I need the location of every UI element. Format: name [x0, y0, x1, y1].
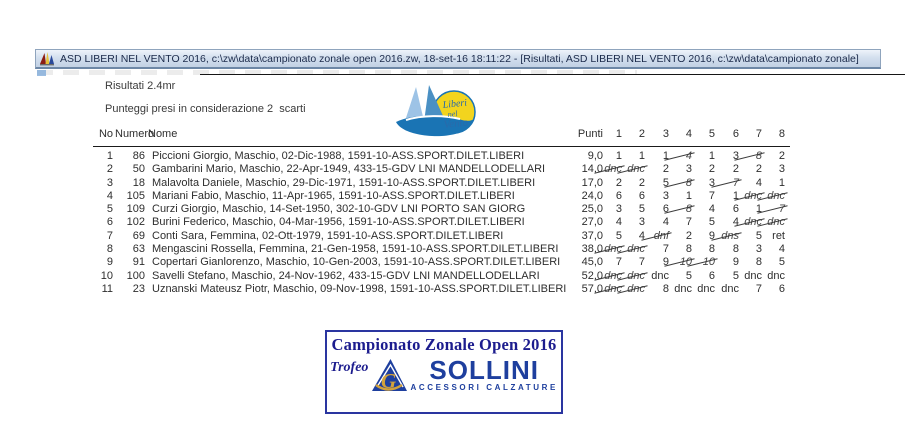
- points-cell: 38,0: [581, 243, 603, 256]
- report-class-title: Risultati 2.4mr: [105, 80, 176, 92]
- competitor-cell: Conti Sara, Femmina, 02-Ott-1979, 1591-10-ASS.SPORT.DILET.LIBERI: [152, 229, 504, 242]
- race-score-cell: 5: [615, 229, 622, 242]
- competitor-cell: Burini Federico, Maschio, 04-Mar-1956, 1591-10-ASS.SPORT.DILET.LIBERI: [152, 216, 525, 229]
- sail-number-cell: 91: [132, 256, 145, 269]
- table-row: [95, 190, 809, 203]
- race-score-cell: 4: [755, 176, 762, 189]
- race-score-cell: 4: [638, 229, 645, 242]
- competitor-cell: Malavolta Daniele, Maschio, 29-Dic-1971, 1591-10-ASS.SPORT.DILET.LIBERI: [152, 176, 536, 189]
- table-row: [95, 283, 809, 296]
- results-header-row: [95, 128, 809, 142]
- race-score-cell: dnc: [697, 282, 715, 295]
- race-score-cell: dnc: [736, 190, 762, 203]
- results-rows: [95, 150, 809, 296]
- race-score-cell: 2: [685, 229, 692, 242]
- competitor-cell: Savelli Stefano, Maschio, 24-Nov-1962, 433-15-GDV LNI MANDELLODELLARI: [152, 269, 540, 282]
- race-score-cell: dnc: [619, 283, 645, 296]
- race-score-cell: 4: [615, 216, 622, 229]
- points-cell: 45,0: [581, 256, 603, 269]
- race-score-cell: 8: [662, 282, 669, 295]
- sollini-triangle-logo: [371, 358, 408, 392]
- competitor-cell: Mariani Fabio, Maschio, 11-Apr-1965, 1591-10-ASS.SPORT.DILET.LIBERI: [152, 189, 515, 202]
- rank-cell: 11: [101, 282, 113, 295]
- race-score-cell: 5: [732, 269, 739, 282]
- rank-cell: 9: [106, 256, 113, 269]
- sail-number-cell: 105: [126, 189, 145, 202]
- sail-number-cell: 109: [126, 203, 145, 216]
- rank-cell: 10: [100, 269, 113, 282]
- header-punti: Punti: [577, 128, 603, 140]
- race-score-cell: 7: [713, 177, 739, 190]
- competitor-cell: Piccioni Giorgio, Maschio, 02-Dic-1988, 1591-10-ASS.SPORT.DILET.LIBERI: [152, 150, 525, 162]
- race-score-cell: 1: [708, 150, 715, 162]
- rank-cell: 5: [106, 203, 113, 216]
- report-top-rule: [200, 74, 905, 75]
- race-score-cell: 4: [662, 216, 669, 229]
- race-score-cell: 8: [666, 177, 692, 190]
- sollini-tagline: ACCESSORI CALZATURE: [410, 383, 558, 392]
- header-race-7: 7: [755, 128, 762, 140]
- rank-cell: 1: [106, 150, 113, 162]
- sollini-wordmark: SOLLINI: [429, 355, 539, 385]
- race-score-cell: dnc: [759, 216, 785, 229]
- sail-number-cell: 69: [132, 229, 145, 242]
- sail-number-cell: 18: [132, 176, 145, 189]
- points-cell: 24,0: [581, 189, 603, 202]
- race-score-cell: 5: [708, 216, 715, 229]
- table-row: [95, 256, 809, 269]
- race-score-cell: 3: [662, 189, 669, 202]
- sail-number-cell: 86: [132, 150, 145, 162]
- race-score-cell: dnc: [596, 163, 622, 176]
- race-score-cell: 10: [689, 256, 715, 269]
- race-score-cell: 4: [778, 243, 785, 256]
- rank-cell: 4: [106, 189, 113, 202]
- rank-cell: 6: [106, 216, 113, 229]
- race-score-cell: dnc: [767, 269, 785, 282]
- header-no: No: [98, 128, 113, 140]
- race-score-cell: 3: [685, 163, 692, 176]
- race-score-cell: 7: [685, 216, 692, 229]
- competitor-cell: Uznanski Mateusz Piotr, Maschio, 09-Nov-1998, 1591-10-ASS.SPORT.DILET.LIBERI: [152, 282, 567, 295]
- race-score-cell: 1: [778, 176, 785, 189]
- results-table: [95, 128, 809, 296]
- race-score-cell: 3: [708, 176, 715, 189]
- sponsor-box: [325, 330, 563, 414]
- race-score-cell: 6: [615, 189, 622, 202]
- race-score-cell: 2: [638, 176, 645, 189]
- race-score-cell: dnc: [596, 270, 622, 283]
- points-cell: 9,0: [587, 150, 603, 162]
- header-numero: Numero: [115, 128, 155, 140]
- race-score-cell: 9: [708, 229, 715, 242]
- race-score-cell: 6: [778, 282, 785, 295]
- race-score-cell: dnc: [596, 283, 622, 296]
- zw-app-icon: [40, 52, 55, 66]
- race-score-cell: 1: [615, 150, 622, 162]
- race-score-cell: 7: [615, 256, 622, 269]
- race-score-cell: dnc: [759, 190, 785, 203]
- trofeo-label: Trofeo: [330, 360, 369, 375]
- championship-title: Campionato Zonale Open 2016: [331, 335, 557, 354]
- race-score-cell: dnc: [651, 269, 669, 282]
- race-score-cell: 10: [666, 256, 692, 269]
- race-score-cell: 3: [638, 216, 645, 229]
- race-score-cell: 7: [638, 256, 645, 269]
- table-row: [95, 163, 809, 176]
- race-score-cell: dnc: [619, 163, 645, 176]
- rank-cell: 7: [106, 229, 113, 242]
- rank-cell: 2: [106, 163, 113, 176]
- race-score-cell: dnc: [744, 269, 762, 282]
- race-score-cell: 2: [732, 163, 739, 176]
- race-score-cell: 8: [732, 243, 739, 256]
- header-race-4: 4: [685, 128, 692, 140]
- race-score-cell: 1: [755, 203, 762, 216]
- race-score-cell: 5: [778, 256, 785, 269]
- race-score-cell: 1: [662, 150, 669, 162]
- table-row: [95, 270, 809, 283]
- svg-text:Liberi: Liberi: [442, 97, 468, 111]
- table-row: [95, 216, 809, 229]
- race-score-cell: dnc: [721, 282, 739, 295]
- race-score-cell: 1: [732, 189, 739, 202]
- race-score-cell: 2: [615, 176, 622, 189]
- race-score-cell: 8: [736, 150, 762, 163]
- rank-cell: 3: [106, 176, 113, 189]
- points-cell: 14,0: [581, 163, 603, 176]
- header-race-3: 3: [662, 128, 669, 140]
- race-score-cell: 6: [708, 269, 715, 282]
- header-nome: Nome: [148, 128, 178, 140]
- race-score-cell: 2: [708, 163, 715, 176]
- race-score-cell: 6: [732, 203, 739, 216]
- svg-text:Vento: Vento: [443, 116, 469, 131]
- race-score-cell: dnc: [736, 216, 762, 229]
- race-score-cell: dnc: [596, 243, 622, 256]
- sail-number-cell: 100: [126, 269, 145, 282]
- race-score-cell: 2: [662, 163, 669, 176]
- race-score-cell: dns: [713, 230, 739, 243]
- header-race-1: 1: [615, 128, 622, 140]
- race-score-cell: 6: [662, 203, 669, 216]
- race-score-cell: 9: [732, 256, 739, 269]
- competitor-cell: Gambarini Mario, Maschio, 22-Apr-1949, 433-15-GDV LNI MANDELLODELLARI: [152, 163, 546, 176]
- race-score-cell: 8: [708, 243, 715, 256]
- discards-note: Punteggi presi in considerazione 2 scarti: [105, 103, 306, 115]
- sail-number-cell: 50: [132, 163, 145, 176]
- faded-toolbar-icon: [37, 70, 46, 76]
- race-score-cell: 5: [755, 229, 762, 242]
- race-score-cell: 8: [755, 256, 762, 269]
- race-score-cell: dnc: [619, 270, 645, 283]
- race-score-cell: 5: [662, 176, 669, 189]
- race-score-cell: 7: [759, 203, 785, 216]
- window-titlebar[interactable]: [35, 49, 881, 69]
- sail-number-cell: 63: [132, 243, 145, 256]
- points-cell: 52,0: [581, 269, 603, 282]
- race-score-cell: ret: [772, 229, 785, 242]
- race-score-cell: 3: [732, 150, 739, 162]
- header-race-5: 5: [708, 128, 715, 140]
- table-row: [95, 243, 809, 256]
- svg-text:nel: nel: [447, 109, 458, 119]
- race-score-cell: 6: [638, 189, 645, 202]
- race-score-cell: 2: [755, 163, 762, 176]
- race-score-cell: 7: [755, 282, 762, 295]
- race-score-cell: dnc: [674, 282, 692, 295]
- race-score-cell: 9: [662, 256, 669, 269]
- race-score-cell: 7: [662, 243, 669, 256]
- points-cell: 37,0: [581, 229, 603, 242]
- race-score-cell: 1: [685, 189, 692, 202]
- race-score-cell: 4: [708, 203, 715, 216]
- points-cell: 27,0: [581, 216, 603, 229]
- competitor-cell: Mengascini Rossella, Femmina, 21-Gen-1958, 1591-10-ASS.SPORT.DILET.LIBERI: [152, 243, 559, 256]
- header-race-6: 6: [732, 128, 739, 140]
- table-row: [95, 177, 809, 190]
- competitor-cell: Curzi Giorgio, Maschio, 14-Set-1950, 302-10-GDV LNI PORTO SAN GIORG: [152, 203, 526, 216]
- points-cell: 57,0: [581, 282, 603, 295]
- svg-text:G: G: [381, 369, 397, 392]
- header-rule: [93, 146, 790, 147]
- rank-cell: 8: [106, 243, 113, 256]
- competitor-cell: Copertari Gianlorenzo, Maschio, 10-Gen-2003, 1591-10-ASS.SPORT.DILET.LIBERI: [152, 256, 561, 269]
- header-race-2: 2: [638, 128, 645, 140]
- header-race-8: 8: [778, 128, 785, 140]
- points-cell: 25,0: [581, 203, 603, 216]
- race-score-cell: 4: [666, 150, 692, 163]
- table-row: [95, 150, 809, 163]
- race-score-cell: 3: [615, 203, 622, 216]
- table-row: [95, 203, 809, 216]
- race-score-cell: 5: [685, 269, 692, 282]
- race-score-cell: dnc: [619, 243, 645, 256]
- points-cell: 17,0: [581, 176, 603, 189]
- race-score-cell: 5: [638, 203, 645, 216]
- race-score-cell: dnf: [643, 230, 669, 243]
- window-title: ASD LIBERI NEL VENTO 2016, c:\zw\data\campionato zonale open 2016.zw, 18-set-16 18:11:22 - [Risultati, ASD LIBERI NEL VENTO 2016, c:\zw\data\campionato zonale]: [60, 52, 859, 65]
- race-score-cell: 4: [732, 216, 739, 229]
- sail-number-cell: 23: [132, 282, 145, 295]
- race-score-cell: 3: [755, 243, 762, 256]
- race-score-cell: 3: [778, 163, 785, 176]
- race-score-cell: 7: [708, 189, 715, 202]
- table-row: [95, 230, 809, 243]
- race-score-cell: 8: [685, 243, 692, 256]
- race-score-cell: 1: [638, 150, 645, 162]
- race-score-cell: 2: [778, 150, 785, 162]
- race-score-cell: 8: [666, 203, 692, 216]
- sail-number-cell: 102: [126, 216, 145, 229]
